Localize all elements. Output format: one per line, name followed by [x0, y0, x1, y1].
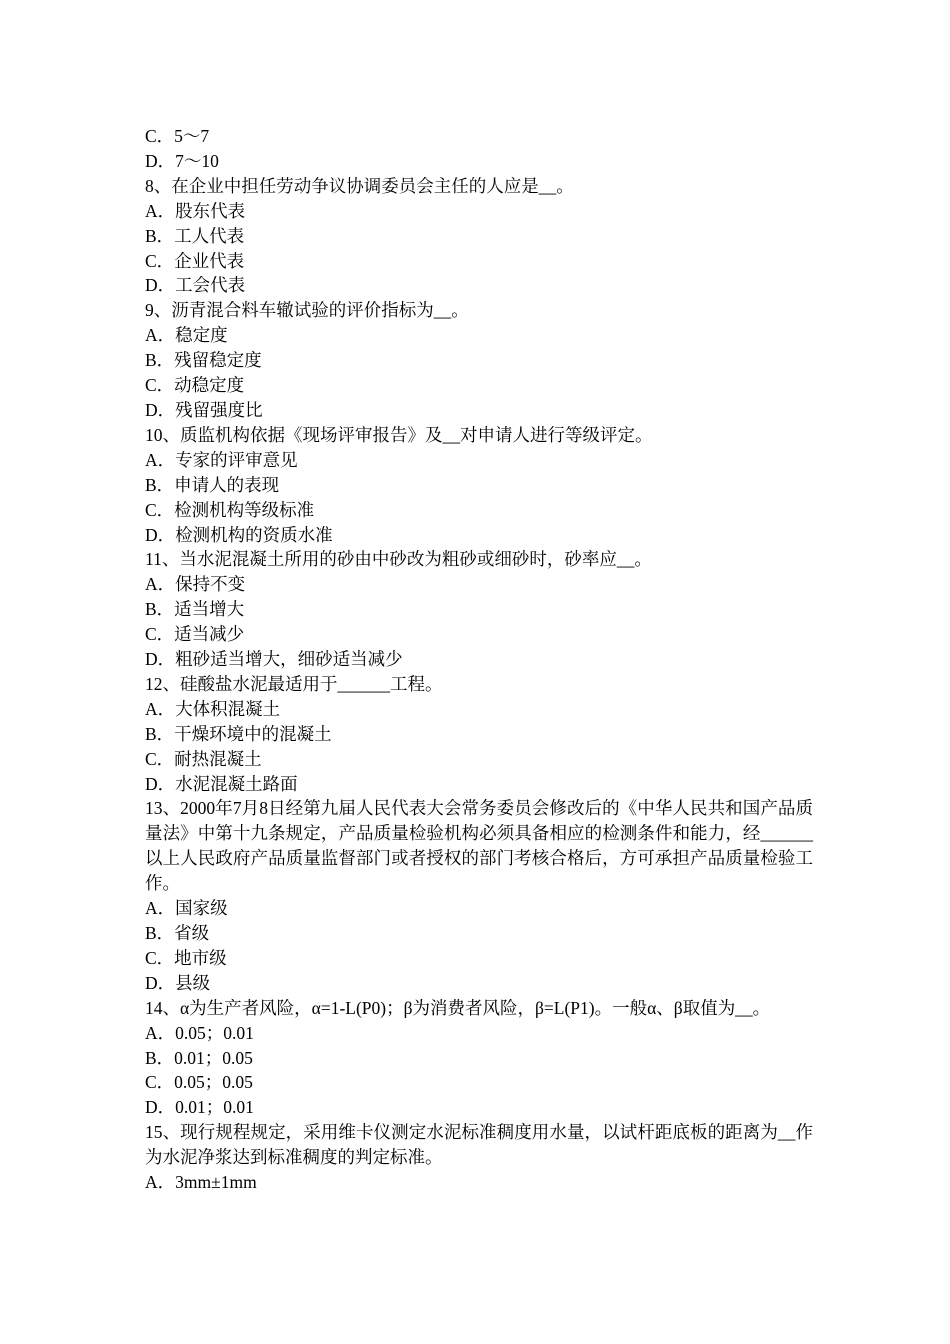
option-q13-c: C．地市级	[145, 947, 227, 968]
option-q7-d: D．7～10	[145, 150, 219, 171]
option-q12-d: D．水泥混凝土路面	[145, 773, 298, 794]
option-q14-d: D．0.01；0.01	[145, 1097, 254, 1118]
option-q13-a: A．国家级	[145, 898, 228, 919]
option-q7-c: C．5～7	[145, 126, 210, 146]
option-q9-b: B．残留稳定度	[145, 350, 262, 371]
option-q10-a: A．专家的评审意见	[145, 449, 298, 470]
option-q8-c: C．企业代表	[145, 250, 245, 271]
question-11-stem: 11、当水泥混凝土所用的砂由中砂改为粗砂或细砂时，砂率应__。	[145, 549, 652, 570]
option-q12-b: B．干燥环境中的混凝土	[145, 723, 332, 744]
option-q12-a: A．大体积混凝土	[145, 698, 281, 719]
option-q8-d: D．工会代表	[145, 275, 246, 296]
option-q10-b: B．申请人的表现	[145, 474, 280, 495]
option-q11-b: B．适当增大	[145, 599, 245, 620]
option-q8-b: B．工人代表	[145, 225, 245, 246]
option-q9-d: D．残留强度比	[145, 399, 263, 420]
option-q15-a: A．3mm±1mm	[145, 1172, 257, 1193]
document-page	[145, 124, 813, 1195]
option-q11-d: D．粗砂适当增大，细砂适当减少	[145, 649, 403, 670]
question-8-stem: 8、在企业中担任劳动争议协调委员会主任的人应是__。	[145, 175, 574, 196]
option-q14-b: B．0.01；0.05	[145, 1047, 253, 1068]
question-9-stem: 9、沥青混合料车辙试验的评价指标为__。	[145, 300, 469, 321]
option-q11-a: A．保持不变	[145, 574, 246, 595]
option-q9-a: A．稳定度	[145, 325, 228, 346]
question-14-stem: 14、α为生产者风险，α=1-L(P0)；β为消费者风险，β=L(P1)。一般α、β取值为__。	[145, 997, 771, 1018]
question-13-stem: 13、2000年7月8日经第九届人民代表大会常务委员会修改后的《中华人民共和国产品质量法》中第十九条规定，产品质量检验机构必须具备相应的检测条件和能力，经______以上人民政府产品质量监督部门或者授权的部门考核合格后，方可承担产品质量检验工作。	[145, 798, 813, 894]
option-q10-d: D．检测机构的资质水准	[145, 524, 333, 545]
option-q14-a: A．0.05；0.01	[145, 1022, 254, 1043]
question-15-stem: 15、现行规程规定，采用维卡仪测定水泥标准稠度用水量，以试杆距底板的距离为__作为水泥净浆达到标准稠度的判定标准。	[145, 1122, 813, 1168]
option-q9-c: C．动稳定度	[145, 375, 245, 396]
question-12-stem: 12、硅酸盐水泥最适用于______工程。	[145, 673, 443, 694]
option-q8-a: A．股东代表	[145, 200, 246, 221]
option-q13-b: B．省级	[145, 923, 210, 943]
option-q12-c: C．耐热混凝土	[145, 748, 262, 769]
option-q10-c: C．检测机构等级标准	[145, 499, 315, 520]
option-q11-c: C．适当减少	[145, 624, 245, 645]
question-10-stem: 10、质监机构依据《现场评审报告》及__对申请人进行等级评定。	[145, 424, 653, 445]
option-q14-c: C．0.05；0.05	[145, 1072, 253, 1093]
option-q13-d: D．县级	[145, 972, 211, 993]
